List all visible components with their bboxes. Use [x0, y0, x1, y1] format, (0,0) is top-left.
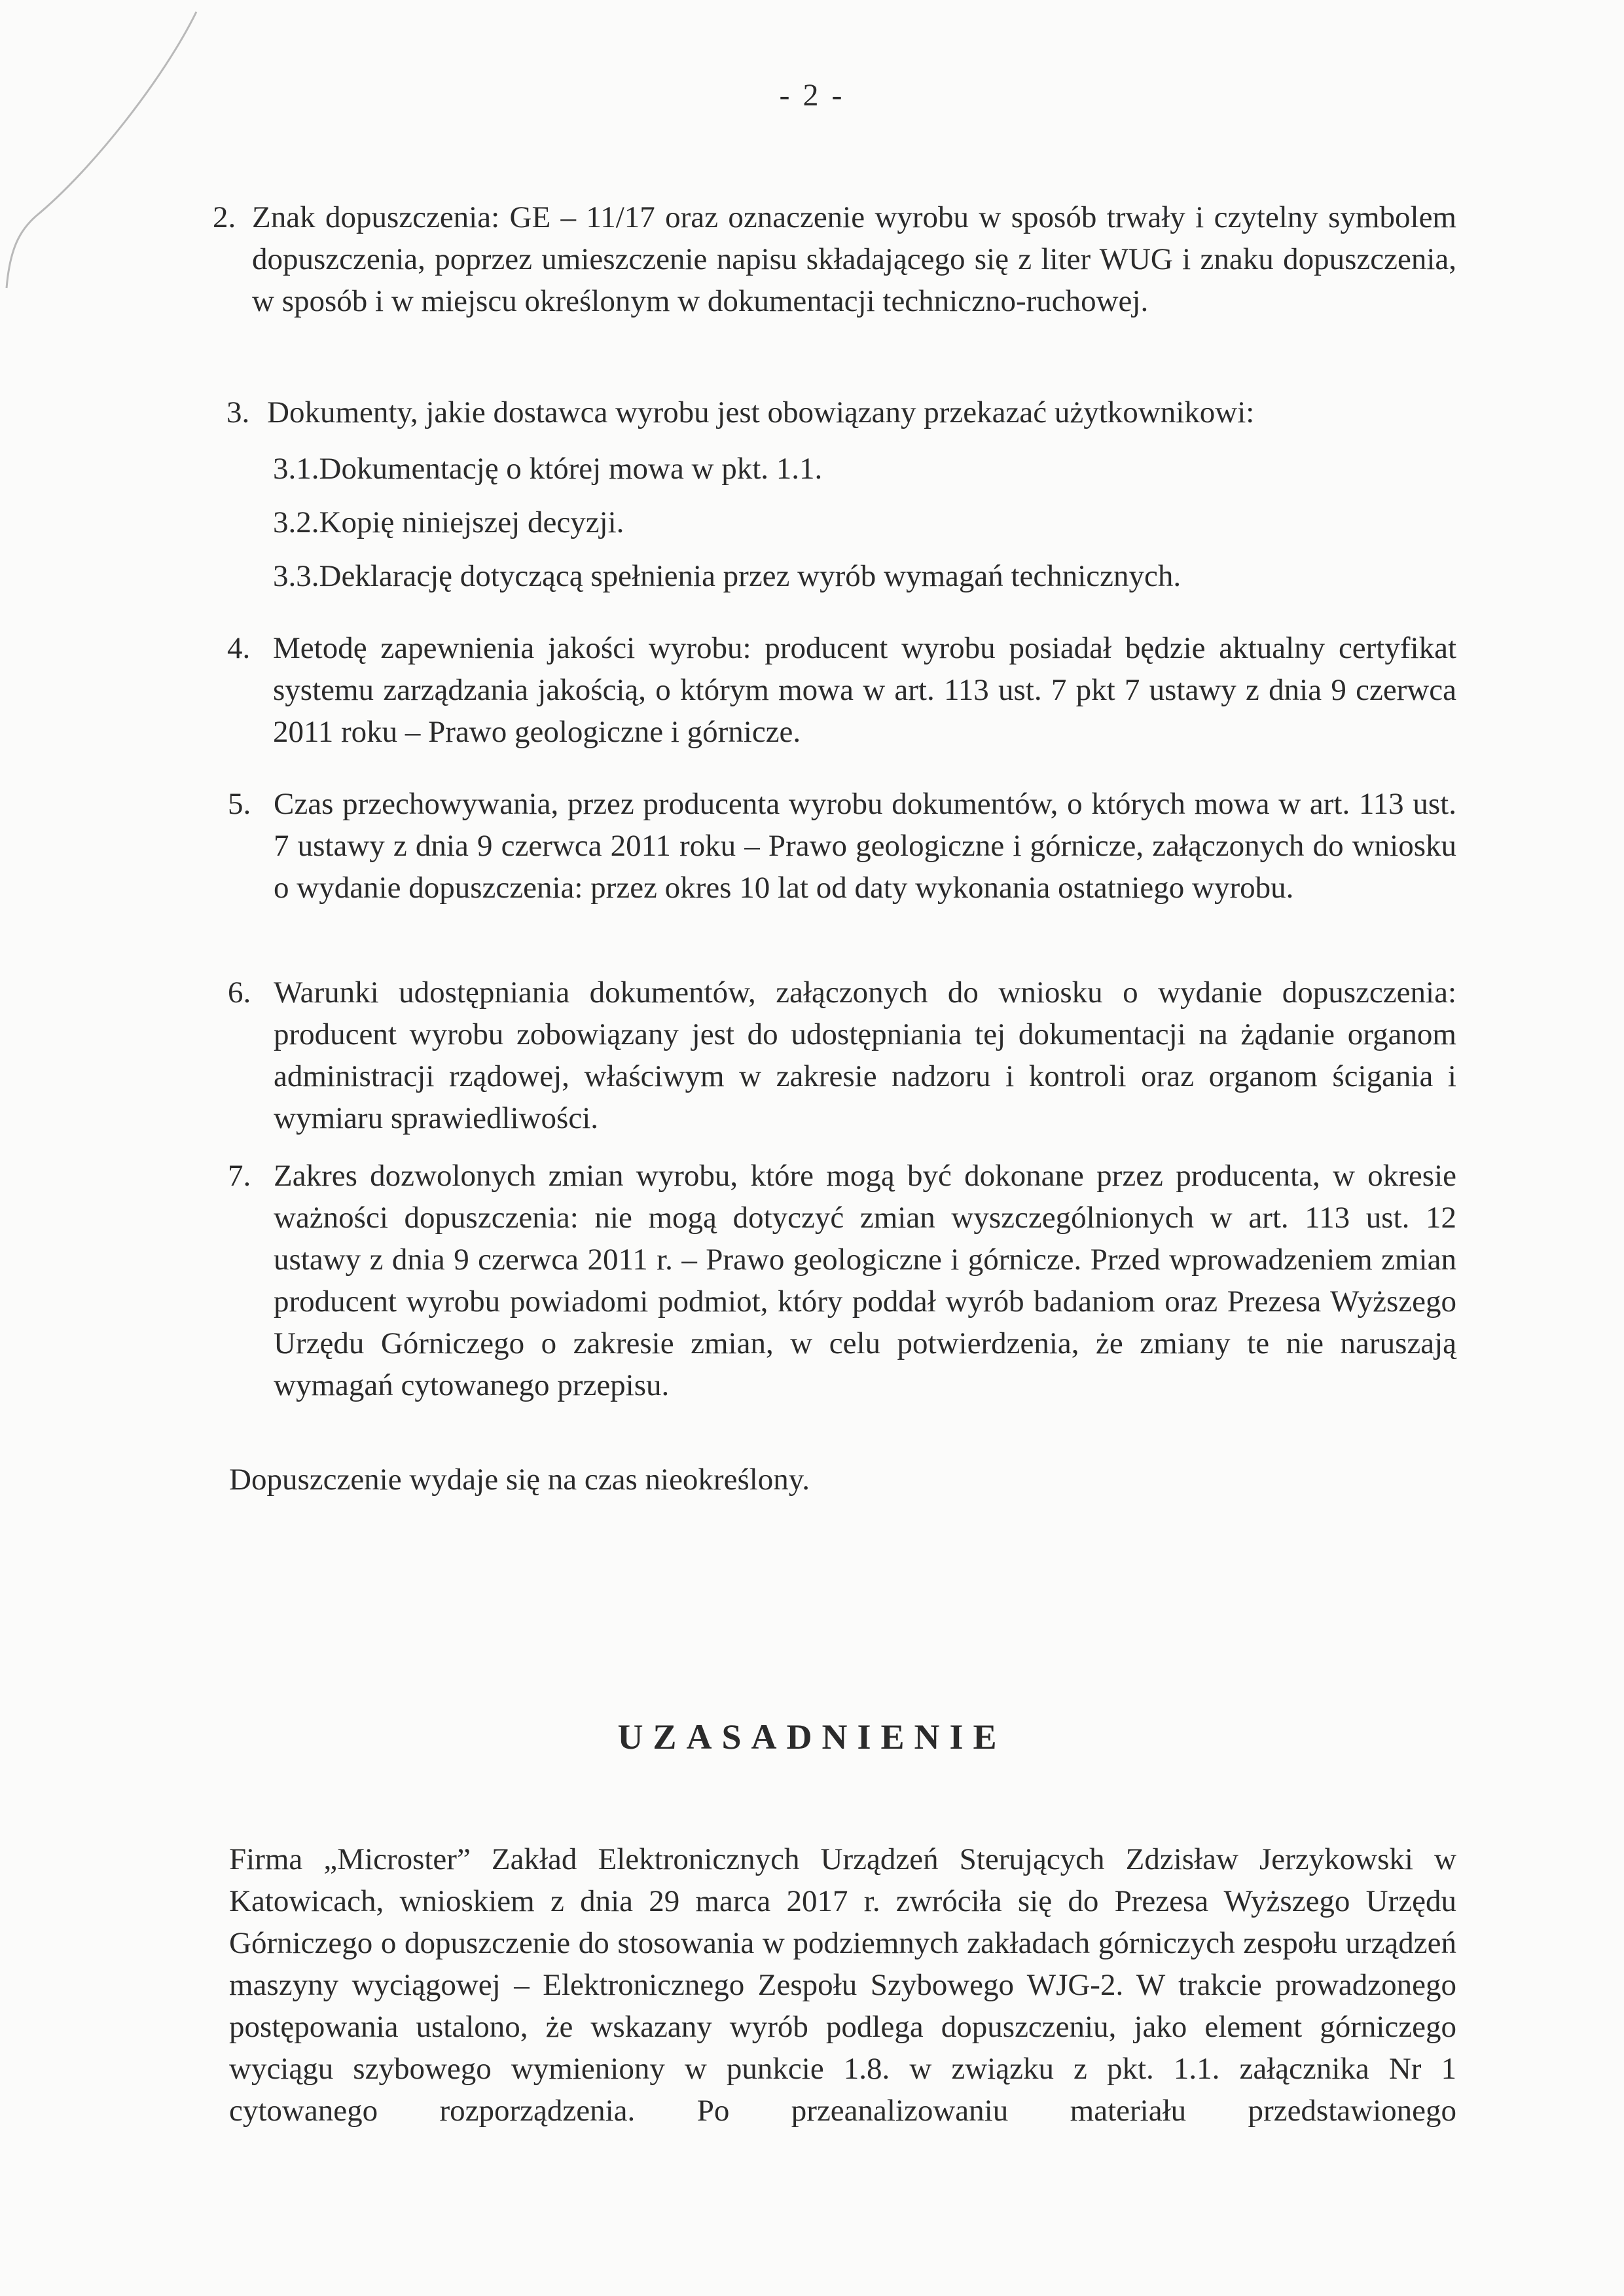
subitem-number: 3.1. — [273, 452, 319, 486]
item-6 — [228, 972, 1456, 1139]
item-number: 5. — [228, 787, 251, 821]
item-2 — [213, 196, 1456, 322]
subitem-number: 3.2. — [273, 505, 319, 539]
fold-mark-line — [0, 0, 209, 301]
item-5 — [228, 783, 1456, 909]
validity-statement: Dopuszczenie wydaje się na czas nieokreślony. — [229, 1463, 810, 1497]
item-text: Warunki udostępniania dokumentów, załączonych do wniosku o wydanie dopuszczenia: producent wyrobu zobowiązany jest do udostępniania tej dokumentacji na żądanie organom administracji rządowej, właściwym w zakresie nadzoru i kontroli oraz organom ścigania i wymiaru sprawiedliwości. — [274, 975, 1456, 1135]
item-text: Metodę zapewnienia jakości wyrobu: producent wyrobu posiadał będzie aktualny certyfikat systemu zarządzania jakością, o którym mowa w art. 113 ust. 7 pkt 7 ustawy z dnia 9 czerwca 2011 roku – Prawo geologiczne i górnicze. — [273, 631, 1456, 749]
item-number: 6. — [228, 975, 251, 1010]
section-heading: UZASADNIENIE — [617, 1717, 1007, 1757]
subitem-3-3 — [273, 555, 1181, 597]
item-number: 4. — [227, 631, 251, 665]
item-number: 2. — [213, 200, 236, 234]
item-text: Znak dopuszczenia: GE – 11/17 oraz oznaczenie wyrobu w sposób trwały i czytelny symbolem dopuszczenia, poprzez umieszczenie napisu składającego się z liter WUG i znaku dopuszczenia, w sposób i w miejscu określonym w dokumentacji techniczno-ruchowej. — [252, 200, 1456, 318]
item-number: 7. — [228, 1159, 251, 1193]
subitem-text: Deklarację dotyczącą spełnienia przez wyrób wymagań technicznych. — [319, 559, 1182, 593]
page-number: - 2 - — [779, 78, 845, 113]
subitem-3-1 — [273, 448, 822, 490]
item-number: 3. — [226, 395, 250, 429]
subitem-3-2 — [273, 501, 624, 543]
subitem-number: 3.3. — [273, 559, 319, 593]
item-text: Czas przechowywania, przez producenta wyrobu dokumentów, o których mowa w art. 113 ust. 7 ustawy z dnia 9 czerwca 2011 roku – Prawo geologiczne i górnicze, załączonych do wniosku o wydanie dopuszczenia: przez okres 10 lat od daty wykonania ostatniego wyrobu. — [274, 787, 1456, 905]
item-text: Zakres dozwolonych zmian wyrobu, które mogą być dokonane przez producenta, w okresie ważności dopuszczenia: nie mogą dotyczyć zmian wyszczególnionych w art. 113 ust. 12 ustawy z dnia 9 czerwca 2011 r. – Prawo geologiczne i górnicze. Przed wprowadzeniem zmian producent wyrobu powiadomi podmiot, który poddał wyrób badaniom oraz Prezesa Wyższego Urzędu Górniczego o zakresie zmian, w celu potwierdzenia, że zmiany te nie naruszają wymagań cytowanego przepisu. — [274, 1159, 1456, 1402]
justification-paragraph: Firma „Microster” Zakład Elektronicznych Urządzeń Sterujących Zdzisław Jerzykowski w Katowicach, wnioskiem z dnia 29 marca 2017 r. zwróciła się do Prezesa Wyższego Urzędu Górniczego o dopuszczenie do stosowania w podziemnych zakładach górniczych zespołu urządzeń maszyny wyciągowej – Elektronicznego Zespołu Szybowego WJG-2. W trakcie prowadzonego postępowania ustalono, że wskazany wyrób podlega dopuszczeniu, jako element górniczego wyciągu szybowego wymieniony w punkcie 1.8. w związku z pkt. 1.1. załącznika Nr 1 cytowanego rozporządzenia. Po przeanalizowaniu materiału przedstawionego — [229, 1842, 1456, 2128]
subitem-text: Dokumentację o której mowa w pkt. 1.1. — [319, 452, 823, 486]
item-3 — [226, 392, 1456, 433]
subitem-text: Kopię niniejszej decyzji. — [319, 505, 624, 539]
item-7 — [228, 1155, 1456, 1406]
item-4 — [227, 627, 1456, 753]
item-text: Dokumenty, jakie dostawca wyrobu jest obowiązany przekazać użytkownikowi: — [267, 395, 1255, 429]
